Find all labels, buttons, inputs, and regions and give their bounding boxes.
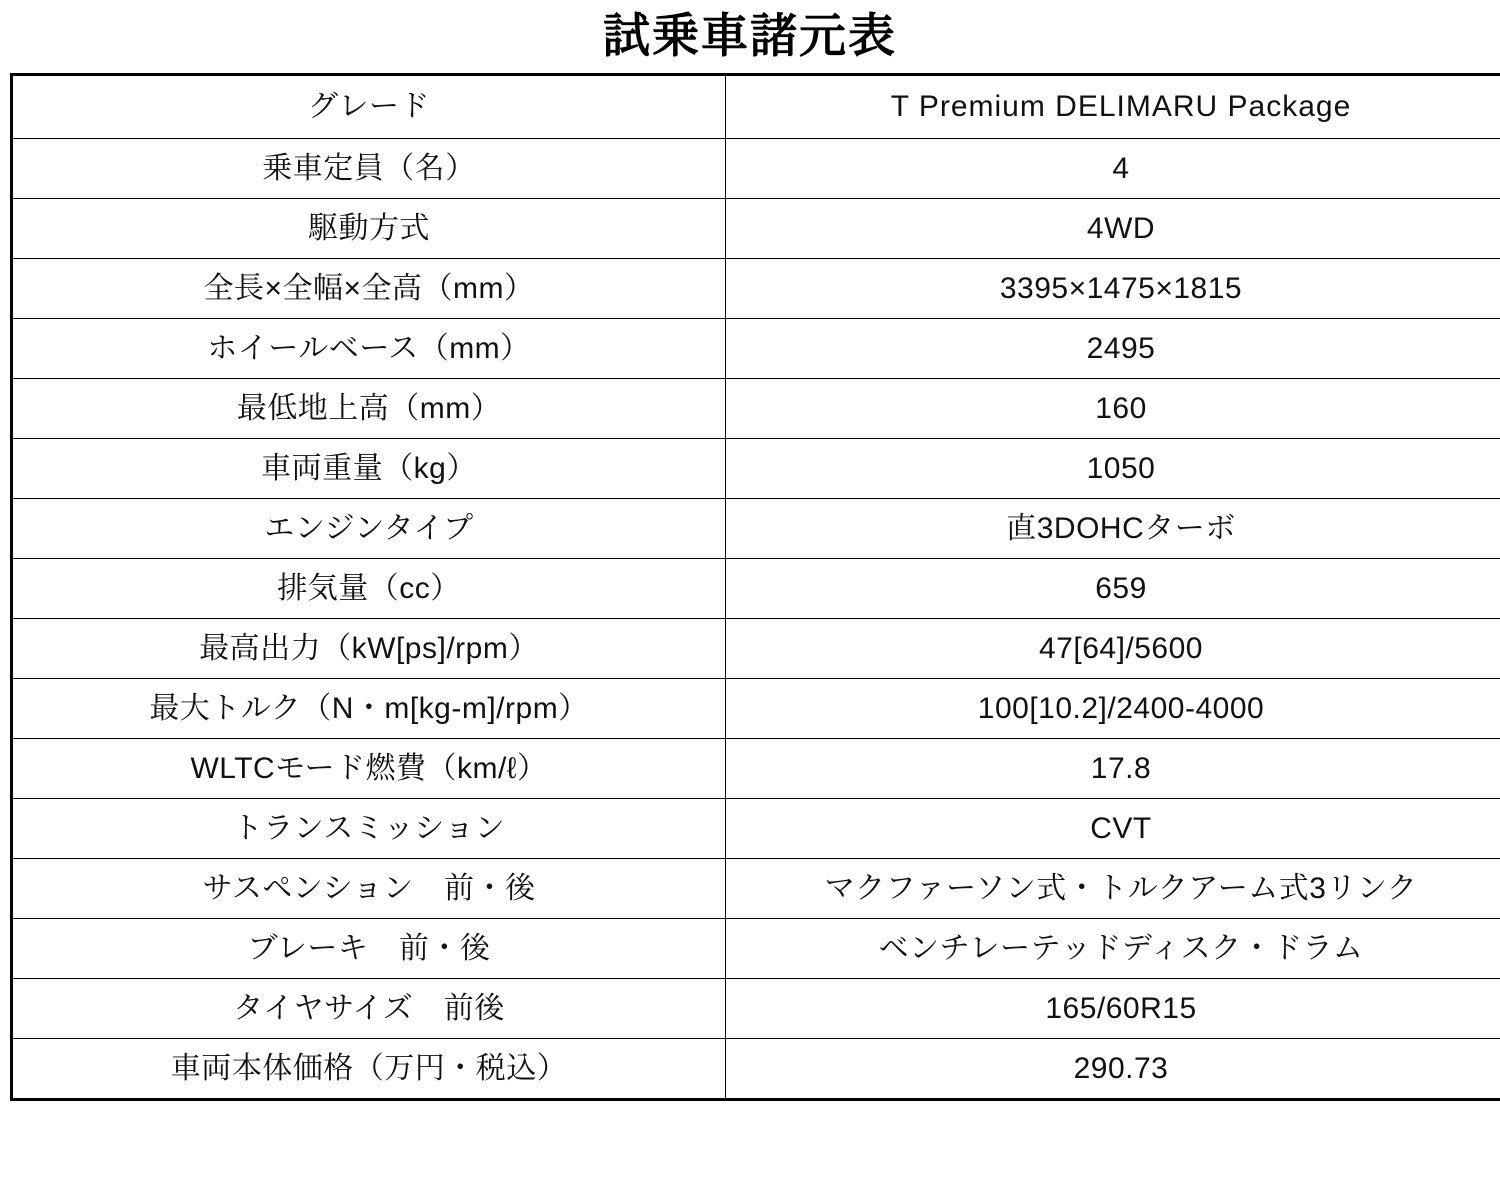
spec-value: マクファーソン式・トルクアーム式3リンク xyxy=(726,859,1500,919)
spec-label: サスペンション 前・後 xyxy=(12,859,726,919)
table-row xyxy=(12,379,1500,439)
table-row xyxy=(12,1039,1500,1100)
table-row xyxy=(12,679,1500,739)
table-row xyxy=(12,559,1500,619)
spec-value: 100[10.2]/2400-4000 xyxy=(726,679,1500,739)
table-row xyxy=(12,619,1500,679)
spec-label: 最大トルク（N・m[kg-m]/rpm） xyxy=(12,679,726,739)
table-row xyxy=(12,319,1500,379)
table-row xyxy=(12,139,1500,199)
spec-label: 乗車定員（名） xyxy=(12,139,726,199)
spec-value: 4WD xyxy=(726,199,1500,259)
spec-value: T Premium DELIMARU Package xyxy=(726,75,1500,139)
spec-value: 47[64]/5600 xyxy=(726,619,1500,679)
table-row xyxy=(12,259,1500,319)
vehicle-spec-table xyxy=(10,73,1500,1101)
spec-label: 駆動方式 xyxy=(12,199,726,259)
table-row xyxy=(12,439,1500,499)
spec-value: 659 xyxy=(726,559,1500,619)
spec-value: 2495 xyxy=(726,319,1500,379)
spec-label: ブレーキ 前・後 xyxy=(12,919,726,979)
table-row xyxy=(12,919,1500,979)
spec-label: WLTCモード燃費（km/ℓ） xyxy=(12,739,726,799)
table-row xyxy=(12,739,1500,799)
spec-value: 165/60R15 xyxy=(726,979,1500,1039)
spec-label: 車両本体価格（万円・税込） xyxy=(12,1039,726,1100)
spec-label: タイヤサイズ 前後 xyxy=(12,979,726,1039)
page-title: 試乗車諸元表 xyxy=(603,9,897,62)
spec-label: 最低地上高（mm） xyxy=(12,379,726,439)
table-row xyxy=(12,199,1500,259)
spec-label: トランスミッション xyxy=(12,799,726,859)
table-row xyxy=(12,979,1500,1039)
spec-value: 3395×1475×1815 xyxy=(726,259,1500,319)
spec-value: 160 xyxy=(726,379,1500,439)
table-row xyxy=(12,799,1500,859)
table-row xyxy=(12,859,1500,919)
spec-label: エンジンタイプ xyxy=(12,499,726,559)
spec-value: 17.8 xyxy=(726,739,1500,799)
spec-value: CVT xyxy=(726,799,1500,859)
table-row xyxy=(12,499,1500,559)
spec-label: 全長×全幅×全高（mm） xyxy=(12,259,726,319)
spec-value: ベンチレーテッドディスク・ドラム xyxy=(726,919,1500,979)
spec-value: 直3DOHCターボ xyxy=(726,499,1500,559)
spec-label: 排気量（cc） xyxy=(12,559,726,619)
spec-value: 290.73 xyxy=(726,1039,1500,1100)
spec-label: 最高出力（kW[ps]/rpm） xyxy=(12,619,726,679)
spec-label: グレード xyxy=(12,75,726,139)
table-row xyxy=(12,75,1500,139)
spec-label: 車両重量（kg） xyxy=(12,439,726,499)
spec-table-container xyxy=(0,73,1500,1101)
spec-label: ホイールベース（mm） xyxy=(12,319,726,379)
spec-value: 1050 xyxy=(726,439,1500,499)
spec-value: 4 xyxy=(726,139,1500,199)
